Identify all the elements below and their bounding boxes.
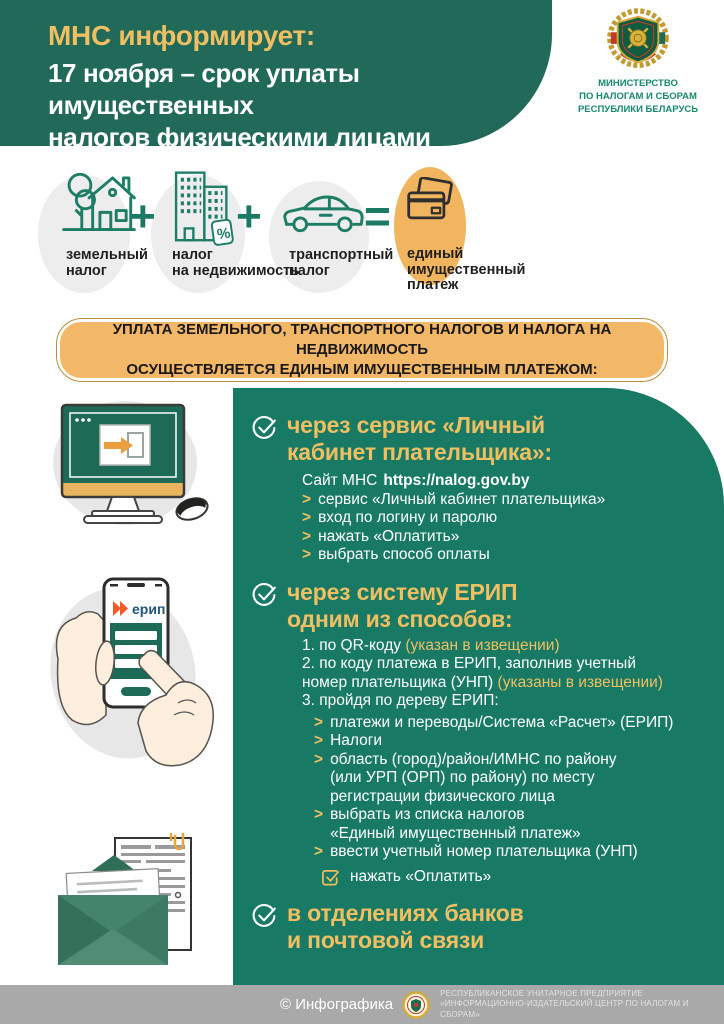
arrow-bullet-icon: > xyxy=(314,713,324,731)
arrow-bullet-icon: > xyxy=(314,843,324,860)
erip-numbered-list xyxy=(302,637,682,711)
footer xyxy=(0,985,724,1024)
arrow-bullet-icon: > xyxy=(302,546,312,563)
nalog-url[interactable]: https://nalog.gov.by xyxy=(383,472,530,489)
list-item: > платежи и переводы/Система «Расчет» (ЕРИП) xyxy=(314,713,674,731)
list-item: 3. пройдя по дереву ЕРИП: xyxy=(302,692,499,709)
section-heading: через сервис «Личный кабинет плательщика»: xyxy=(287,412,552,465)
site-line: Сайт МНС https://nalog.gov.by xyxy=(302,472,530,489)
arrow-bullet-icon: > xyxy=(302,490,312,508)
house-tree-icon xyxy=(58,158,140,245)
section-erip xyxy=(251,579,724,633)
publisher-name: РЕСПУБЛИКАНСКОЕ УНИТАРНОЕ ПРЕДПРИЯТИЕ «ИНФОРМАЦИОННО-ИЗДАТЕЛЬСКИЙ ЦЕНТР ПО НАЛОГАМ И СБОРАМ» xyxy=(440,988,689,1019)
copyright-label: © Инфографика xyxy=(280,996,394,1013)
list-item: > выбрать способ оплаты xyxy=(302,546,490,563)
equals-operator: = xyxy=(364,190,391,242)
list-item: > выбрать из списка налогов «Единый имущественный платеж» xyxy=(314,806,581,842)
list-item: > область (город)/район/ИМНС по району (или УРП (ОРП) по району) по месту регистрации физического лица xyxy=(314,750,617,805)
list-item: > ввести учетный номер плательщика (УНП) xyxy=(314,843,638,860)
header xyxy=(0,0,552,152)
ministry-name: МИНИСТЕРСТВО ПО НАЛОГАМ И СБОРАМ РЕСПУБЛИКИ БЕЛАРУСЬ xyxy=(577,78,699,115)
section-banks xyxy=(251,900,724,954)
publisher-emblem-icon xyxy=(402,991,430,1019)
ministry-block xyxy=(558,8,718,116)
erip-logo xyxy=(113,601,165,617)
arrow-bullet-icon: > xyxy=(314,732,324,749)
list-item: 1. по QR-коду (указан в извещении) xyxy=(302,636,560,654)
single-payment-label: единый имущественный платеж xyxy=(407,246,526,293)
land-tax-label: земельный налог xyxy=(66,247,148,279)
arrow-bullet-icon: > xyxy=(302,509,312,526)
section-heading: через систему ЕРИП одним из способов: xyxy=(287,578,518,632)
arrow-bullet-icon: > xyxy=(314,806,324,823)
real-estate-tax-label: налог на недвижимость xyxy=(172,247,300,279)
erip-logo-text: ерип xyxy=(132,601,166,617)
list-item: > вход по логину и паролю xyxy=(302,509,498,526)
check-circle-icon xyxy=(251,582,277,608)
payment-cards-icon xyxy=(405,177,455,231)
arrow-bullet-icon: > xyxy=(314,750,324,768)
car-icon xyxy=(280,187,366,238)
checkbox-check-icon xyxy=(321,868,340,887)
list-item: > Налоги xyxy=(314,732,383,749)
list-item: > нажать «Оплатить» xyxy=(302,527,460,545)
check-circle-icon xyxy=(251,415,277,441)
mns-emblem-icon xyxy=(603,8,673,74)
pay-checkbox-item: нажать «Оплатить» xyxy=(321,868,724,887)
plus-operator: + xyxy=(130,192,156,241)
erip-tree-list xyxy=(314,714,724,862)
plus-operator: + xyxy=(236,192,262,241)
list-item: 2. по коду платежа в ЕРИП, заполнив учетный номер плательщика (УНП) (указаны в извещении) xyxy=(302,655,663,691)
phone-illustration xyxy=(28,563,228,788)
section-heading: в отделениях банков и почтовой связи xyxy=(287,899,524,953)
transport-tax-label: транспортный налог xyxy=(289,247,394,279)
header-kicker: МНС информирует: xyxy=(48,20,315,51)
page-title: 17 ноября – срок уплаты имущественных налогов физическими лицами xyxy=(48,58,431,152)
section-personal-cabinet xyxy=(251,412,724,466)
mail-illustration xyxy=(40,833,230,988)
payment-banner-text: УПЛАТА ЗЕМЕЛЬНОГО, ТРАНСПОРТНОГО НАЛОГОВ И НАЛОГА НА НЕДВИЖИМОСТЬ ОСУЩЕСТВЛЯЕТСЯ ЕДИНЫМ ИМУЩЕСТВЕННЫМ ПЛАТЕЖОМ: xyxy=(60,322,664,378)
envelope-body xyxy=(58,895,168,965)
cabinet-steps xyxy=(302,472,724,565)
monitor-illustration xyxy=(40,393,230,548)
check-circle-icon xyxy=(251,903,277,929)
tax-equation xyxy=(0,155,724,315)
payment-banner xyxy=(56,318,668,382)
list-item: > сервис «Личный кабинет плательщика» xyxy=(302,490,606,508)
svg-text:%: % xyxy=(215,224,232,244)
buildings-percent-icon xyxy=(169,167,235,249)
arrow-bullet-icon: > xyxy=(302,527,312,545)
payment-methods-panel xyxy=(233,388,724,985)
